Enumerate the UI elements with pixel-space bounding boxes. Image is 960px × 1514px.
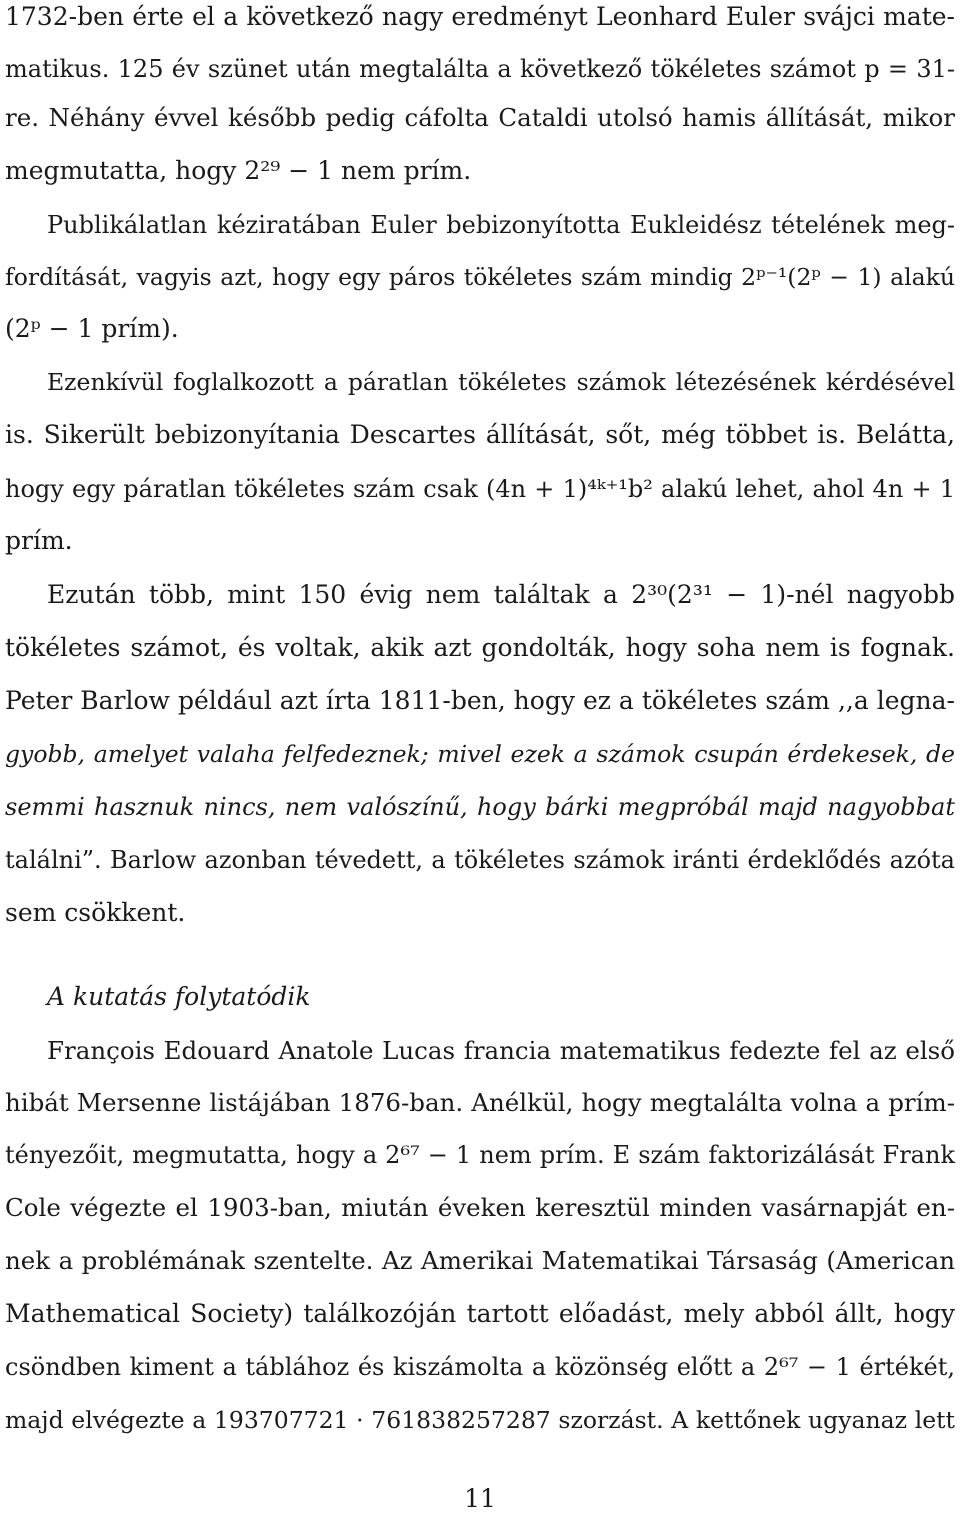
text-line: hibát Mersenne listájában 1876-ban. Anélkül, hogy megtalálta volna a prím- (5, 1088, 955, 1117)
text-line: re. Néhány évvel később pedig cáfolta Cataldi utolsó hamis állítását, mikor (5, 103, 955, 132)
text-line: Ezután több, mint 150 évig nem találtak a 2³⁰(2³¹ − 1)-nél nagyobb (47, 580, 955, 609)
text-line: sem csökkent. (5, 898, 186, 927)
text-line: nek a problémának szentelte. Az Amerikai Matematikai Társaság (American (5, 1246, 955, 1275)
text-line: matikus. 125 év szünet után megtalálta a következő tökéletes számot p = 31- (5, 55, 955, 83)
text-line: tökéletes számot, és voltak, akik azt gondolták, hogy soha nem is fognak. (5, 633, 955, 662)
text-line: (2ᵖ − 1 prím). (5, 314, 179, 343)
text-line: Mathematical Society) találkozóján tartott előadást, mely abból állt, hogy (5, 1299, 955, 1328)
text-line: 1732-ben érte el a következő nagy eredményt Leonhard Euler svájci mate- (5, 2, 955, 31)
page-number: 11 (464, 1484, 496, 1513)
text-line: gyobb, amelyet valaha felfedeznek; mivel ezek a számok csupán érdekesek, de (5, 740, 955, 768)
text-line: találni”. Barlow azonban tévedett, a tökéletes számok iránti érdeklődés azóta (5, 846, 955, 874)
section-heading: A kutatás folytatódik (47, 982, 311, 1011)
text-line: majd elvégezte a 193707721 · 761838257287 szorzást. A kettőnek ugyanaz lett (5, 1406, 955, 1434)
text-line: csöndben kiment a táblához és kiszámolta a közönség előtt a 2⁶⁷ − 1 értékét, (5, 1353, 955, 1381)
text-line: prím. (5, 526, 73, 555)
text-line: fordítását, vagyis azt, hogy egy páros tökéletes szám mindig 2ᵖ⁻¹(2ᵖ − 1) alakú (5, 263, 955, 291)
text-line: Ezenkívül foglalkozott a páratlan tökéletes számok létezésének kérdésével (47, 368, 955, 396)
text-line: François Edouard Anatole Lucas francia matematikus fedezte fel az első (47, 1036, 955, 1065)
text-line: Peter Barlow például azt írta 1811-ben, hogy ez a tökéletes szám ,,a legna- (5, 686, 955, 715)
text-line: semmi hasznuk nincs, nem valószínű, hogy bárki megpróbál majd nagyobbat (5, 793, 955, 821)
text-line: hogy egy páratlan tökéletes szám csak (4n + 1)⁴ᵏ⁺¹b² alakú lehet, ahol 4n + 1 (5, 475, 955, 503)
text-line: tényezőit, megmutatta, hogy a 2⁶⁷ − 1 nem prím. E szám faktorizálását Frank (5, 1141, 955, 1169)
text-line: Cole végezte el 1903-ban, miután éveken keresztül minden vasárnapját en- (5, 1193, 955, 1222)
text-line: is. Sikerült bebizonyítania Descartes állítását, sőt, még többet is. Belátta, (5, 420, 955, 449)
text-line: Publikálatlan kéziratában Euler bebizonyította Eukleidész tételének meg- (47, 211, 955, 239)
text-line: megmutatta, hogy 2²⁹ − 1 nem prím. (5, 156, 472, 185)
